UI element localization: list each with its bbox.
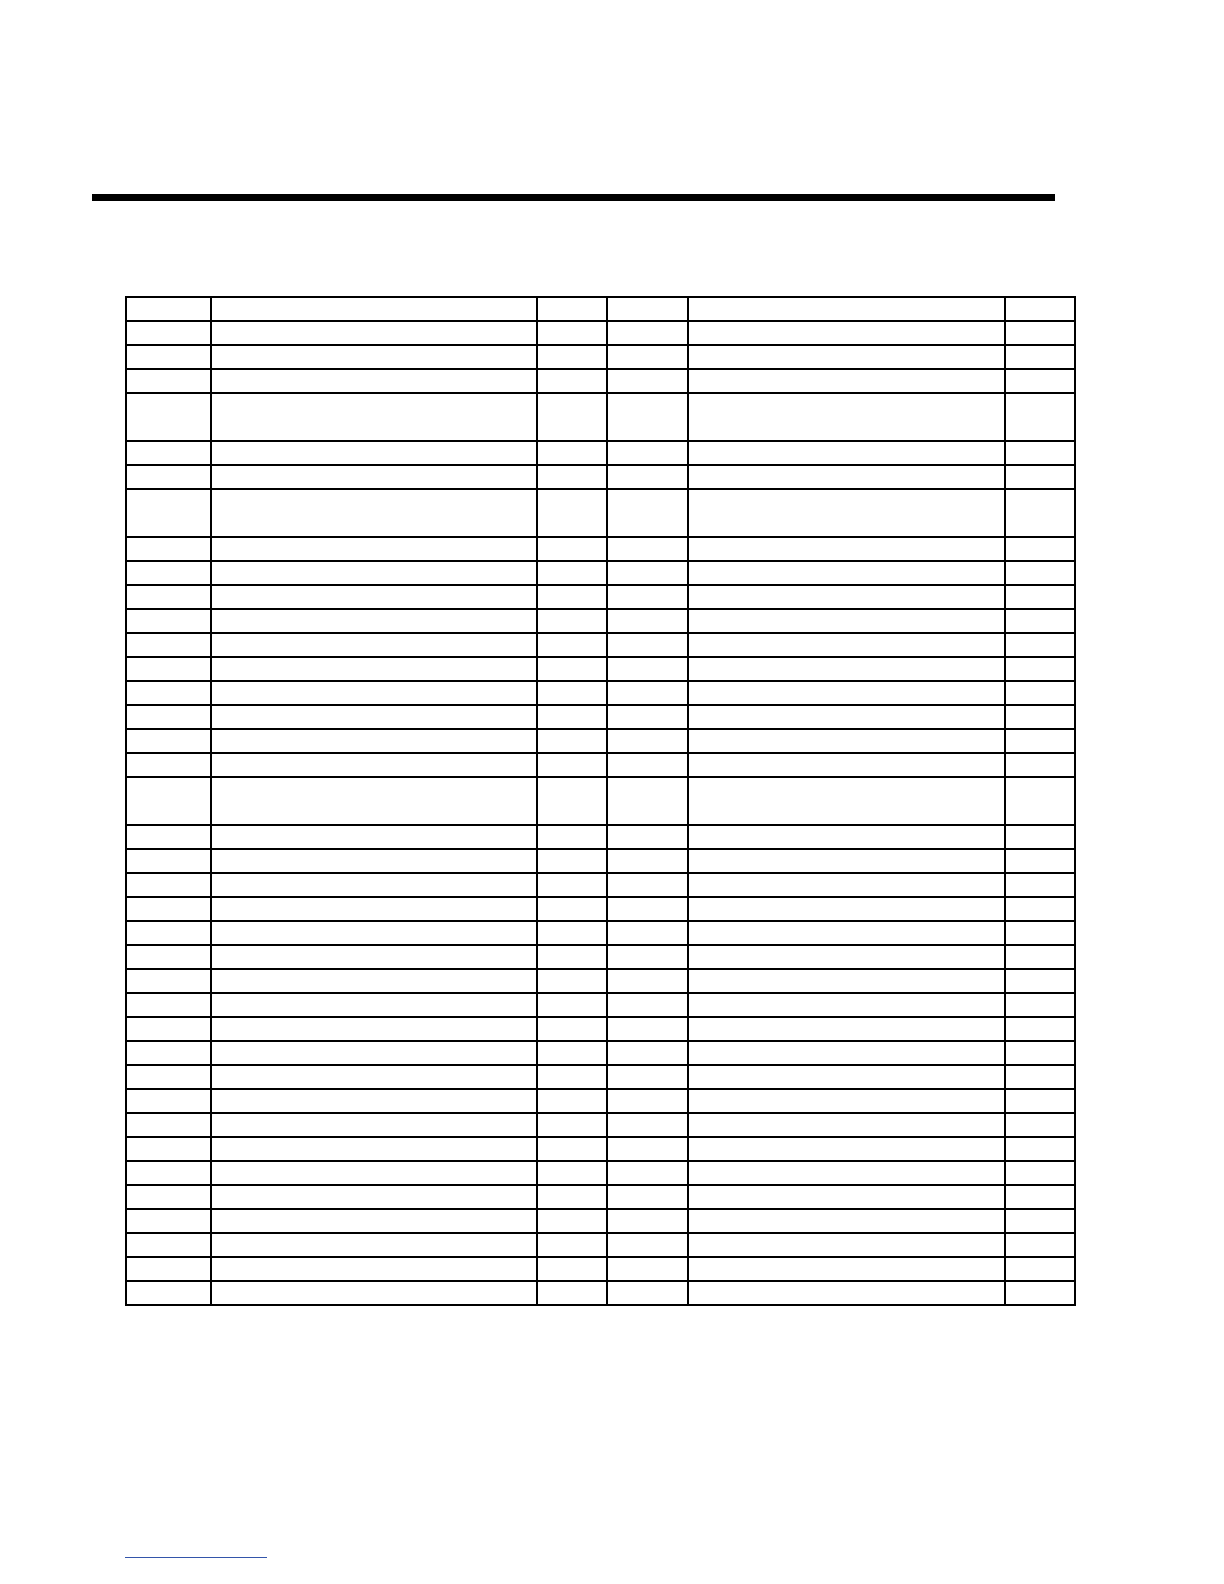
table-cell	[126, 585, 211, 609]
table-cell	[607, 729, 688, 753]
table-cell	[607, 297, 688, 321]
table-row	[126, 681, 1075, 705]
table-row	[126, 825, 1075, 849]
table-cell	[211, 705, 537, 729]
table-row	[126, 609, 1075, 633]
table-cell	[126, 1233, 211, 1257]
table-cell	[1005, 1257, 1075, 1281]
table-cell	[688, 777, 1005, 825]
table-cell	[607, 561, 688, 585]
table-cell	[607, 369, 688, 393]
table-cell	[607, 681, 688, 705]
form-table	[125, 296, 1076, 1306]
table-row	[126, 1209, 1075, 1233]
table-cell	[607, 441, 688, 465]
table-row	[126, 321, 1075, 345]
table-cell	[607, 825, 688, 849]
table-cell	[211, 633, 537, 657]
table-cell	[211, 1017, 537, 1041]
table-cell	[1005, 825, 1075, 849]
table-cell	[126, 441, 211, 465]
form-table-body	[126, 297, 1075, 1305]
table-cell	[126, 633, 211, 657]
table-row	[126, 1137, 1075, 1161]
table-cell	[688, 945, 1005, 969]
table-cell	[1005, 729, 1075, 753]
table-cell	[211, 1185, 537, 1209]
table-cell	[211, 753, 537, 777]
table-cell	[126, 897, 211, 921]
table-cell	[537, 1257, 607, 1281]
table-row	[126, 1113, 1075, 1137]
table-row	[126, 633, 1075, 657]
table-cell	[607, 1281, 688, 1305]
table-cell	[537, 1185, 607, 1209]
table-cell	[607, 969, 688, 993]
table-cell	[1005, 297, 1075, 321]
table-cell	[211, 345, 537, 369]
table-cell	[126, 297, 211, 321]
table-cell	[688, 1257, 1005, 1281]
table-row	[126, 369, 1075, 393]
table-cell	[126, 681, 211, 705]
table-cell	[607, 777, 688, 825]
table-cell	[537, 777, 607, 825]
table-cell	[211, 537, 537, 561]
table-cell	[126, 729, 211, 753]
table-row	[126, 537, 1075, 561]
table-cell	[1005, 489, 1075, 537]
table-row	[126, 1281, 1075, 1305]
table-cell	[607, 873, 688, 897]
table-cell	[1005, 945, 1075, 969]
table-cell	[126, 1041, 211, 1065]
table-cell	[1005, 321, 1075, 345]
table-cell	[607, 1137, 688, 1161]
table-cell	[688, 633, 1005, 657]
table-cell	[537, 1281, 607, 1305]
table-cell	[211, 1089, 537, 1113]
table-cell	[537, 489, 607, 537]
table-cell	[126, 489, 211, 537]
table-cell	[607, 1041, 688, 1065]
table-cell	[537, 705, 607, 729]
table-cell	[537, 921, 607, 945]
table-cell	[126, 777, 211, 825]
table-cell	[211, 393, 537, 441]
table-cell	[688, 297, 1005, 321]
table-cell	[688, 465, 1005, 489]
table-cell	[537, 657, 607, 681]
table-cell	[537, 681, 607, 705]
table-row	[126, 1233, 1075, 1257]
table-cell	[211, 561, 537, 585]
table-cell	[688, 969, 1005, 993]
table-cell	[1005, 609, 1075, 633]
table-cell	[688, 873, 1005, 897]
table-cell	[211, 945, 537, 969]
table-cell	[688, 321, 1005, 345]
table-row	[126, 897, 1075, 921]
table-cell	[211, 1161, 537, 1185]
table-cell	[537, 873, 607, 897]
table-row	[126, 1257, 1075, 1281]
table-cell	[688, 369, 1005, 393]
table-cell	[211, 1233, 537, 1257]
table-cell	[1005, 1233, 1075, 1257]
table-cell	[211, 729, 537, 753]
table-row	[126, 849, 1075, 873]
table-cell	[211, 969, 537, 993]
table-row	[126, 561, 1075, 585]
table-cell	[537, 633, 607, 657]
table-cell	[607, 489, 688, 537]
table-cell	[211, 465, 537, 489]
table-cell	[688, 393, 1005, 441]
table-cell	[537, 1089, 607, 1113]
table-cell	[607, 585, 688, 609]
table-cell	[126, 1113, 211, 1137]
table-cell	[126, 825, 211, 849]
table-cell	[126, 969, 211, 993]
table-cell	[607, 1089, 688, 1113]
table-cell	[688, 849, 1005, 873]
table-cell	[1005, 1041, 1075, 1065]
table-cell	[1005, 1113, 1075, 1137]
table-cell	[688, 1113, 1005, 1137]
table-row	[126, 297, 1075, 321]
table-cell	[126, 321, 211, 345]
table-cell	[211, 1257, 537, 1281]
table-cell	[126, 1281, 211, 1305]
table-cell	[537, 537, 607, 561]
table-cell	[688, 1041, 1005, 1065]
table-cell	[537, 345, 607, 369]
table-cell	[126, 1089, 211, 1113]
table-cell	[126, 849, 211, 873]
table-cell	[688, 681, 1005, 705]
table-cell	[688, 729, 1005, 753]
table-cell	[211, 1041, 537, 1065]
table-cell	[1005, 561, 1075, 585]
table-cell	[126, 1209, 211, 1233]
footnote-rule	[125, 1557, 267, 1558]
table-row	[126, 393, 1075, 441]
table-cell	[537, 561, 607, 585]
table-cell	[537, 297, 607, 321]
table-cell	[688, 993, 1005, 1017]
table-cell	[126, 945, 211, 969]
table-cell	[211, 657, 537, 681]
table-cell	[1005, 1065, 1075, 1089]
table-cell	[1005, 1137, 1075, 1161]
table-cell	[537, 825, 607, 849]
table-cell	[126, 561, 211, 585]
table-cell	[1005, 1017, 1075, 1041]
table-cell	[211, 993, 537, 1017]
table-cell	[126, 1017, 211, 1041]
table-row	[126, 585, 1075, 609]
table-cell	[126, 465, 211, 489]
table-cell	[607, 537, 688, 561]
table-cell	[537, 441, 607, 465]
table-cell	[1005, 345, 1075, 369]
table-row	[126, 1065, 1075, 1089]
table-cell	[607, 1017, 688, 1041]
table-cell	[211, 297, 537, 321]
table-cell	[1005, 681, 1075, 705]
table-cell	[537, 1041, 607, 1065]
table-cell	[126, 1161, 211, 1185]
table-cell	[688, 705, 1005, 729]
table-cell	[688, 345, 1005, 369]
table-cell	[607, 993, 688, 1017]
table-cell	[211, 369, 537, 393]
table-cell	[537, 585, 607, 609]
table-cell	[688, 753, 1005, 777]
table-cell	[607, 1065, 688, 1089]
table-cell	[1005, 873, 1075, 897]
table-cell	[688, 489, 1005, 537]
table-cell	[126, 873, 211, 897]
table-cell	[1005, 1209, 1075, 1233]
table-row	[126, 873, 1075, 897]
table-cell	[126, 753, 211, 777]
table-cell	[1005, 753, 1075, 777]
table-cell	[211, 321, 537, 345]
table-cell	[211, 825, 537, 849]
header-rule	[92, 194, 1055, 201]
table-cell	[537, 1065, 607, 1089]
table-cell	[537, 1161, 607, 1185]
table-cell	[607, 609, 688, 633]
table-cell	[1005, 633, 1075, 657]
table-cell	[1005, 441, 1075, 465]
table-cell	[688, 1089, 1005, 1113]
table-cell	[211, 681, 537, 705]
table-row	[126, 441, 1075, 465]
table-cell	[537, 729, 607, 753]
table-cell	[126, 657, 211, 681]
table-cell	[607, 393, 688, 441]
table-cell	[537, 1113, 607, 1137]
table-cell	[537, 465, 607, 489]
table-cell	[211, 1281, 537, 1305]
table-cell	[688, 1065, 1005, 1089]
table-cell	[1005, 705, 1075, 729]
table-cell	[126, 1137, 211, 1161]
table-cell	[688, 537, 1005, 561]
table-row	[126, 729, 1075, 753]
table-cell	[537, 1209, 607, 1233]
table-cell	[211, 1209, 537, 1233]
table-cell	[211, 1065, 537, 1089]
table-cell	[688, 657, 1005, 681]
table-cell	[607, 849, 688, 873]
table-cell	[211, 609, 537, 633]
table-cell	[1005, 897, 1075, 921]
table-row	[126, 969, 1075, 993]
table-cell	[126, 1065, 211, 1089]
table-cell	[688, 1161, 1005, 1185]
table-cell	[688, 609, 1005, 633]
table-cell	[126, 537, 211, 561]
table-row	[126, 777, 1075, 825]
table-row	[126, 1161, 1075, 1185]
table-cell	[537, 849, 607, 873]
table-cell	[688, 561, 1005, 585]
table-cell	[1005, 369, 1075, 393]
table-cell	[211, 1137, 537, 1161]
table-row	[126, 489, 1075, 537]
table-cell	[537, 321, 607, 345]
table-cell	[688, 585, 1005, 609]
table-cell	[126, 609, 211, 633]
table-row	[126, 465, 1075, 489]
table-cell	[607, 321, 688, 345]
table-cell	[537, 897, 607, 921]
table-cell	[1005, 1089, 1075, 1113]
table-cell	[607, 705, 688, 729]
table-cell	[607, 1209, 688, 1233]
table-cell	[211, 849, 537, 873]
table-cell	[1005, 969, 1075, 993]
table-cell	[607, 921, 688, 945]
table-cell	[537, 993, 607, 1017]
table-cell	[126, 345, 211, 369]
table-cell	[607, 1113, 688, 1137]
table-cell	[688, 897, 1005, 921]
table-cell	[688, 921, 1005, 945]
table-row	[126, 657, 1075, 681]
table-cell	[211, 585, 537, 609]
table-cell	[211, 873, 537, 897]
table-cell	[126, 705, 211, 729]
table-cell	[211, 921, 537, 945]
table-row	[126, 993, 1075, 1017]
table-cell	[211, 897, 537, 921]
table-cell	[537, 393, 607, 441]
table-cell	[211, 1113, 537, 1137]
table-cell	[1005, 585, 1075, 609]
table-cell	[537, 609, 607, 633]
table-cell	[537, 1137, 607, 1161]
table-cell	[1005, 921, 1075, 945]
table-cell	[607, 345, 688, 369]
table-cell	[688, 1233, 1005, 1257]
table-row	[126, 921, 1075, 945]
table-cell	[1005, 993, 1075, 1017]
table-row	[126, 1089, 1075, 1113]
table-cell	[1005, 1281, 1075, 1305]
table-cell	[126, 993, 211, 1017]
table-cell	[688, 1017, 1005, 1041]
table-row	[126, 753, 1075, 777]
table-cell	[126, 393, 211, 441]
table-cell	[688, 1185, 1005, 1209]
table-cell	[688, 825, 1005, 849]
table-cell	[537, 1017, 607, 1041]
table-cell	[537, 945, 607, 969]
table-cell	[607, 1161, 688, 1185]
table-cell	[1005, 537, 1075, 561]
table-cell	[211, 489, 537, 537]
table-cell	[537, 369, 607, 393]
table-cell	[607, 1257, 688, 1281]
table-cell	[211, 777, 537, 825]
table-cell	[607, 897, 688, 921]
table-row	[126, 1041, 1075, 1065]
table-row	[126, 705, 1075, 729]
table-cell	[607, 945, 688, 969]
table-cell	[1005, 393, 1075, 441]
table-cell	[688, 441, 1005, 465]
table-cell	[607, 633, 688, 657]
table-cell	[607, 1185, 688, 1209]
table-cell	[1005, 465, 1075, 489]
table-cell	[126, 1257, 211, 1281]
table-cell	[537, 753, 607, 777]
table-cell	[607, 753, 688, 777]
table-row	[126, 945, 1075, 969]
table-cell	[607, 1233, 688, 1257]
table-row	[126, 1017, 1075, 1041]
table-cell	[537, 969, 607, 993]
table-cell	[1005, 777, 1075, 825]
table-cell	[688, 1137, 1005, 1161]
table-cell	[607, 465, 688, 489]
table-row	[126, 1185, 1075, 1209]
table-cell	[607, 657, 688, 681]
table-cell	[126, 921, 211, 945]
table-cell	[126, 369, 211, 393]
table-cell	[1005, 1185, 1075, 1209]
table-cell	[126, 1185, 211, 1209]
table-cell	[688, 1209, 1005, 1233]
table-cell	[1005, 849, 1075, 873]
table-cell	[1005, 1161, 1075, 1185]
table-cell	[537, 1233, 607, 1257]
table-cell	[688, 1281, 1005, 1305]
table-row	[126, 345, 1075, 369]
table-cell	[1005, 657, 1075, 681]
table-cell	[211, 441, 537, 465]
